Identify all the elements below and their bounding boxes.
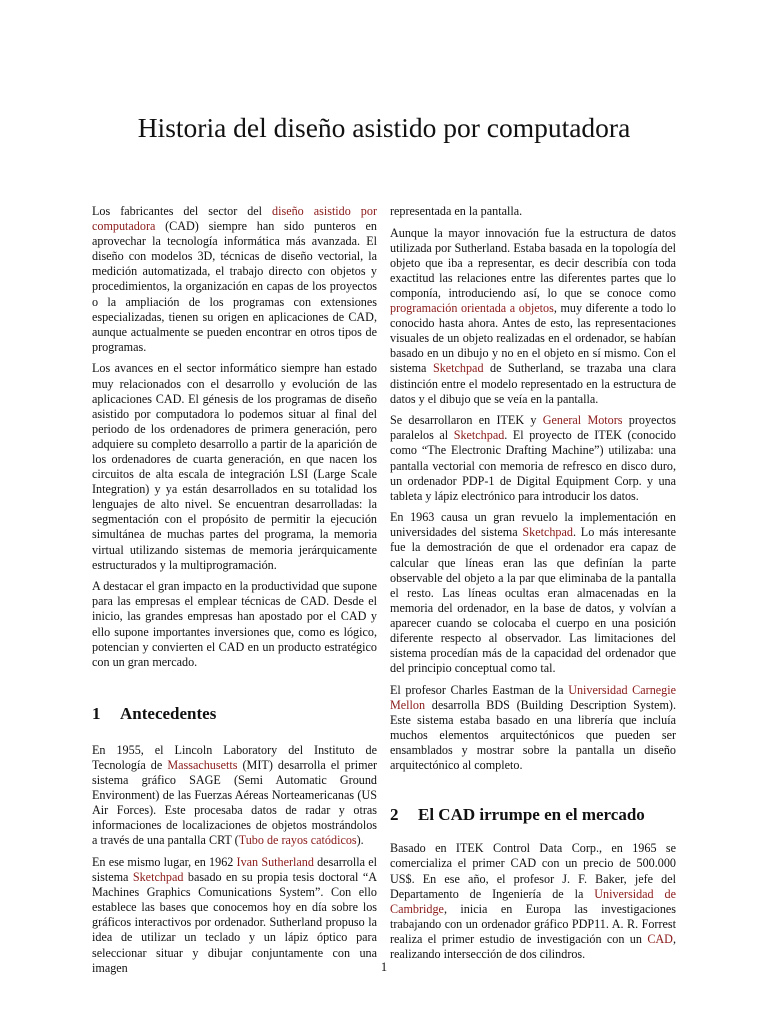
link-sketchpad[interactable]: Sketchpad <box>432 361 484 376</box>
text: El profesor Charles Eastman de la <box>390 682 569 697</box>
text: , muy diferente a todo lo conocido hasta ahora. Antes de esto, las representaciones visuales de un objeto realizadas en el ordenador, se habían basado en un dibujo y no en el objeto en sí mismo. Con el sistema <box>390 301 676 376</box>
paragraph <box>390 510 676 676</box>
text: Aunque la mayor innovación fue la estructura de datos utilizada por Sutherland. Estaba basada en la topología del objeto que iba a representar, es decir describía con toda exactitud las relaciones entre las diferentes partes que lo componía, introduciendo así, lo que se conoce como <box>390 225 676 300</box>
link-programacion-orientada-objetos[interactable]: programación orientada a objetos <box>390 301 554 316</box>
paragraph <box>390 841 676 962</box>
text: desarrolla el sistema <box>92 854 377 885</box>
paragraph <box>92 204 377 355</box>
page-title: Historia del diseño asistido por computadora <box>137 112 631 143</box>
link-universidad-carnegie-mellon[interactable]: Universidad Carnegie Mellon <box>390 682 676 712</box>
right-column <box>390 204 676 969</box>
link-ivan-sutherland[interactable]: Ivan Sutherland <box>236 854 314 869</box>
link-sketchpad[interactable]: Sketchpad <box>522 525 573 540</box>
text: Basado en ITEK Control Data Corp., en 1965 se comercializa el primer CAD con un precio de 500.000 US$. En ese año, el profesor J. F. Baker, jefe del Departamento de Ingeniería de la <box>390 841 676 901</box>
paragraph <box>92 855 377 976</box>
text: proyectos paralelos al <box>390 413 677 443</box>
text: basado en su propia tesis doctoral “A Machines Graphics Comunications System”. Con ello establece las bases que conocemos hoy en día sobre los gráficos interactivos por ordenador. Sutherland propuso la idea de utilizar un teclado y un lápiz óptico para seleccionar situar y dibujar conjuntamente con una imagen <box>92 870 377 975</box>
section-title: El CAD irrumpe en el mercado <box>418 805 645 825</box>
paragraph <box>390 226 676 407</box>
page-number: 1 <box>380 960 388 974</box>
text: En 1963 causa un gran revuelo la implementación en universidades del sistema <box>390 510 676 540</box>
section-number: 2 <box>390 805 399 825</box>
link-cad[interactable]: CAD <box>647 931 673 946</box>
paragraph <box>390 683 676 774</box>
text: . Lo más interesante fue la demostración de que el ordenador era capaz de calcular que líneas eran las que definían la parte observable del objeto a la par que eliminaba de la pantalla el resto. Las líneas ocultas eran almacenadas en la memoria del ordenador, en la base de datos, y volvían a aparecer cuando se colocaba el cuerpo en una posición diferente respecto al observador. Las limitaciones del sistema procedían más de la capacidad del ordenador que del principio conceptual como tal. <box>390 525 677 676</box>
text: En 1955, el Lincoln Laboratory del Instituto de Tecnología de <box>92 742 377 772</box>
text: (MIT) desarrolla el primer sistema gráfico SAGE (Semi Automatic Ground Environment) de las Fuerzas Aéreas Norteamericanas (US Air Forces). Este procesaba datos de radar y otras informaciones de localizaciones de objetos mostrándolos a través de una pantalla CRT ( <box>92 757 377 848</box>
text: desarrolla BDS (Building Description System). Este sistema estaba basado en una librería que incluía muchos elementos arquitectónicos que pueden ser ensamblados y mostrar sobre la pantalla un diseño arquitectónico al completo. <box>390 697 676 773</box>
link-universidad-cambridge[interactable]: Universidad de Cambridge <box>390 886 676 916</box>
text: Los fabricantes del sector del <box>92 204 273 218</box>
paragraph: representada en la pantalla. <box>390 204 523 218</box>
text: de Sutherland, se trazaba una clara distinción entre el modelo representado en la estructura de datos y el dibujo que se veía en la pantalla. <box>390 361 676 406</box>
text: En ese mismo lugar, en 1962 <box>92 854 237 869</box>
text: , inicia en Europa las investigaciones trabajando con un ordenador gráfico PDP11. A. R. Forrest realiza el primer estudio de investigación con un <box>390 901 676 946</box>
text: ). <box>356 833 364 848</box>
link-tubo-rayos-catodicos[interactable]: Tubo de rayos catódicos <box>238 833 357 848</box>
section-heading-antecedentes <box>92 704 377 724</box>
section-heading-cad-mercado <box>390 805 676 825</box>
text: Se desarrollaron en ITEK y <box>390 413 543 428</box>
text: , realizando intersección de dos cilindros. <box>390 931 676 962</box>
paragraph <box>92 743 377 849</box>
paragraph: A destacar el gran impacto en la productividad que supone para las empresas el emplear técnicas de CAD. Desde el inicio, las grandes empresas han apostado por el CAD y ello supone importantes inversiones que, como es lógico, potencian y convierten el CAD en un producto estratégico con un gran mercado. <box>92 579 377 669</box>
link-sketchpad[interactable]: Sketchpad <box>132 870 184 885</box>
left-column <box>92 204 377 982</box>
link-general-motors[interactable]: General Motors <box>542 413 623 428</box>
text: (CAD) siempre han sido punteros en aprovechar la tecnología informática más avanzada. El diseño con modelos 3D, técnicas de diseño vectorial, la medición automatizada, el trabajo directo con objetos y procedimientos, la organización en capas de los proyectos o la ampliación de los programas con extensiones especializadas, tienen su origen en aplicaciones de CAD, aunque actualmente se pueden encontrar en otros tipos de programas. <box>92 219 377 354</box>
link-sketchpad[interactable]: Sketchpad <box>453 428 505 443</box>
paragraph <box>390 413 676 504</box>
paragraph: Los avances en el sector informático siempre han estado muy relacionados con el desarrollo y evolución de las aplicaciones CAD. El génesis de los programas de diseño asistido por computadora lo podemos situar al final del periodo de los ordenadores de primera generación, pero adquiere su completo desarrollo a partir de la aparición de los ordenadores de cuarta generación, en que nacen los circuitos de alta escala de integración LSI (Large Scale Integration) y ya están desarrollados en su totalidad los lenguajes de alto nivel. Se encuentran desarrolladas: la segmentación con el propósito de permitir la ejecución simultánea de muchas partes del programa, la memoria virtual utilizando sistemas de memoria jerárquicamente estructurados y la multiprogramación. <box>92 361 377 572</box>
section-title: Antecedentes <box>120 703 217 723</box>
section-number: 1 <box>92 703 101 723</box>
link-massachusetts[interactable]: Massachusetts <box>167 757 238 772</box>
text: . El proyecto de ITEK (conocido como “The Electronic Drafting Machine”) utilizaba: una pantalla vectorial con memoria de refresco en disco duro, un ordenador PDP-1 de Digital Equipment Corp. y una tableta y lápiz electrónico para introducir los datos. <box>390 428 677 503</box>
link-diseno-asistido[interactable]: diseño asistido por computadora <box>92 204 377 234</box>
